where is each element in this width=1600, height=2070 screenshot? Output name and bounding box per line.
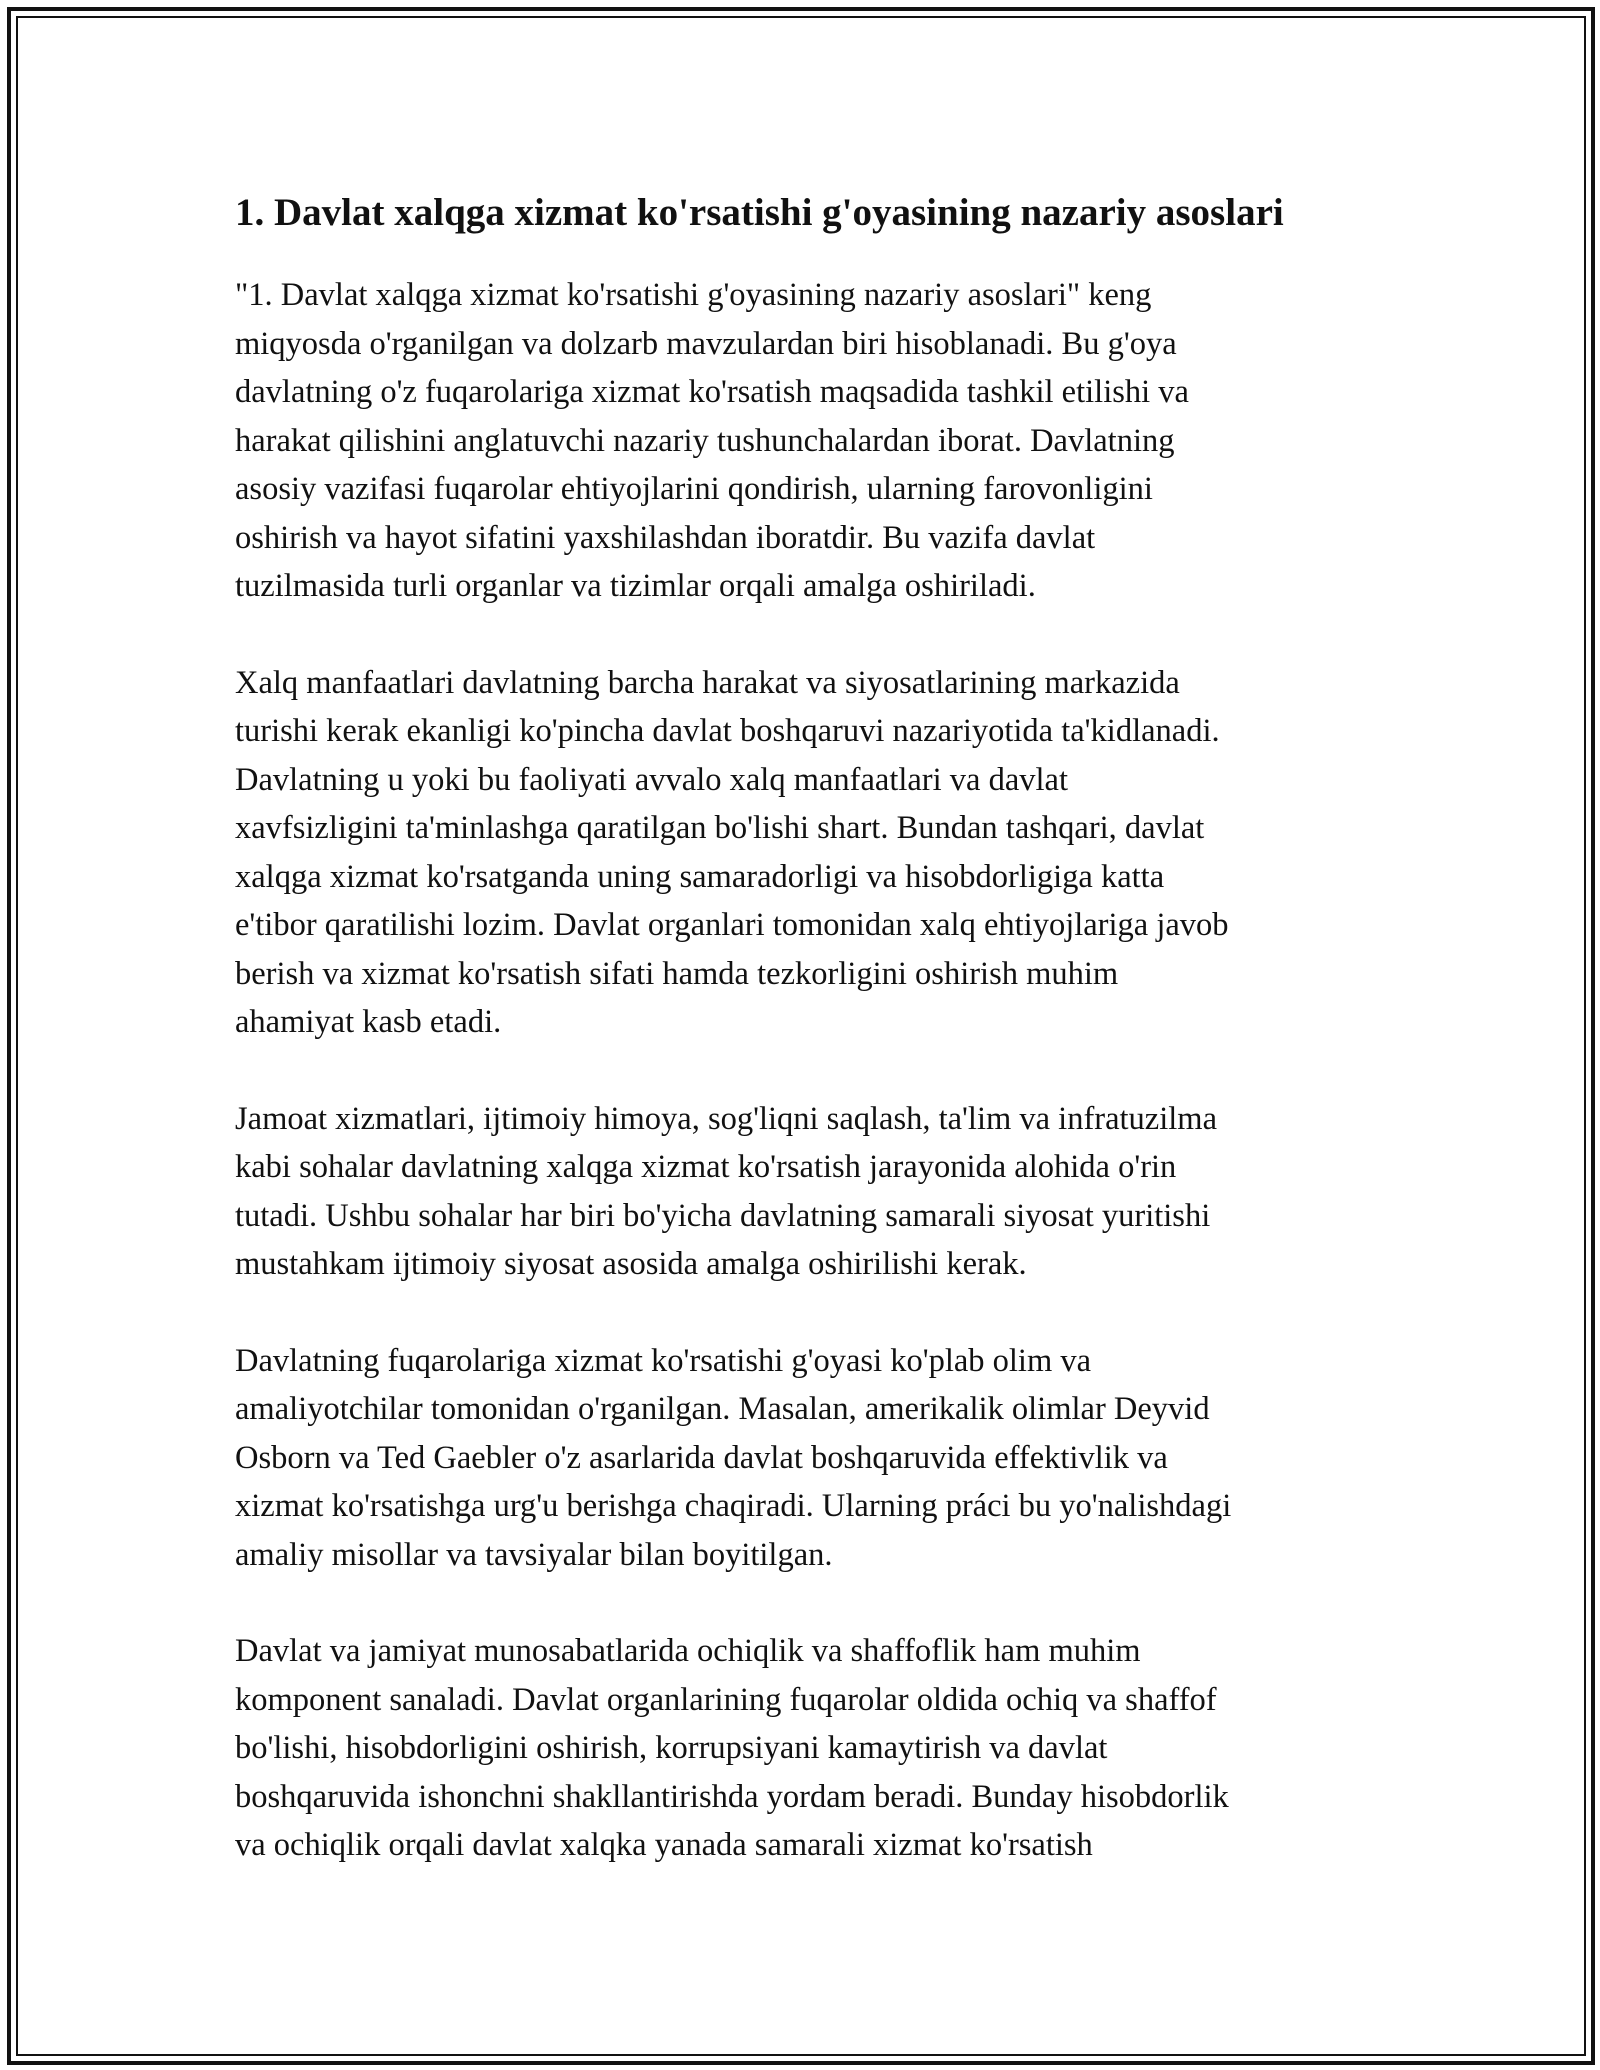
paragraph-3: Jamoat xizmatlari, ijtimoiy himoya, sog'liqni saqlash, ta'lim va infratuzilma kabi sohalar davlatning xalqga xizmat ko'rsatish jarayonida alohida o'rin tutadi. Ushbu sohalar har biri bo'yicha davlatning samarali siyosat yuritishi mustahkam ijtimoiy siyosat asosida amalga oshirilishi kerak.: [235, 1100, 1217, 1282]
paragraph-2: Xalq manfaatlari davlatning barcha harakat va siyosatlarining markazida turishi kerak ekanligi ko'pincha davlat boshqaruvi nazariyotida ta'kidlanadi. Davlatning u yoki bu faoliyati avvalo xalq manfaatlari va davlat xavfsizligini ta'minlashga qaratilgan bo'lishi shart. Bundan tashqari, davlat xalqga xizmat ko'rsatganda uning samaradorligi va hisobdorligiga katta e'tibor qaratilishi lozim. Davlat organlari tomonidan xalq ehtiyojlariga javob berish va xizmat ko'rsatish sifati hamda tezkorligini oshirish muhim ahamiyat kasb etadi.: [235, 664, 1229, 1040]
paragraph-1: "1. Davlat xalqga xizmat ko'rsatishi g'oyasining nazariy asoslari" keng miqyosda o'rganilgan va dolzarb mavzulardan biri hisoblanadi. Bu g'oya davlatning o'z fuqarolariga xizmat ko'rsatish maqsadida tashkil etilishi va harakat qilishini anglatuvchi nazariy tushunchalardan iborat. Davlatning asosiy vazifasi fuqarolar ehtiyojlarini qondirish, ularning farovonligini oshirish va hayot sifatini yaxshilashdan iboratdir. Bu vazifa davlat tuzilmasida turli organlar va tizimlar orqali amalga oshiriladi.: [235, 277, 1189, 604]
document-body: [235, 185, 1395, 1918]
paragraph-4: Davlatning fuqarolariga xizmat ko'rsatishi g'oyasi ko'plab olim va amaliyotchilar tomonidan o'rganilgan. Masalan, amerikalik olimlar Deyvid Osborn va Ted Gaebler o'z asarlarida davlat boshqaruvida effektivlik va xizmat ko'rsatishga urg'u berishga chaqiradi. Ularning práci bu yo'nalishdagi amaliy misollar va tavsiyalar bilan boyitilgan.: [235, 1342, 1232, 1573]
paragraph-5: Davlat va jamiyat munosabatlarida ochiqlik va shaffoflik ham muhim komponent sanaladi. Davlat organlarining fuqarolar oldida ochiq va shaffof bo'lishi, hisobdorligini oshirish, korrupsiyani kamaytirish va davlat boshqaruvida ishonchni shakllantirishda yordam beradi. Bunday hisobdorlik va ochiqlik orqali davlat xalqka yanada samarali xizmat ko'rsatish: [235, 1633, 1229, 1863]
section-title: 1. Davlat xalqga xizmat ko'rsatishi g'oyasining nazariy asoslari: [235, 191, 1284, 234]
